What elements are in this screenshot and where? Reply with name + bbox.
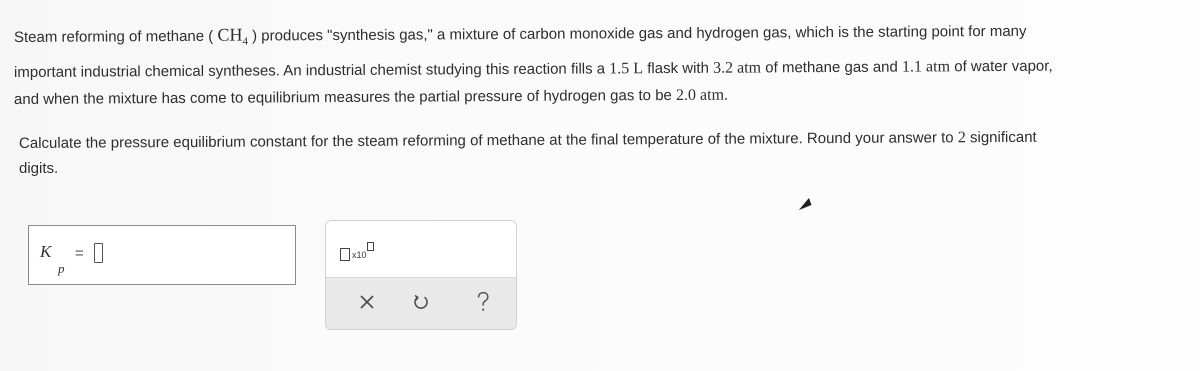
question-line-4	[19, 128, 1037, 154]
sig-fig-count: 2	[957, 129, 966, 147]
help-button[interactable]	[468, 287, 498, 317]
x10-exponent-box	[367, 242, 374, 251]
question-line-1	[14, 20, 1027, 53]
undo-button[interactable]	[406, 287, 436, 317]
text-segment: and when the mixture has come to equilibrium measures the partial pressure of hydrogen gas to be	[13, 86, 672, 108]
flask-volume: 1.5 L	[609, 60, 644, 78]
clear-button[interactable]	[352, 287, 382, 317]
water-pressure: 1.1 atm	[901, 58, 951, 76]
methane-pressure: 3.2 atm	[713, 59, 762, 77]
mouse-pointer-icon	[797, 196, 813, 212]
text-segment: Calculate the pressure equilibrium constant for the steam reforming of methane at the final temperature of the mixture. Round your answer to	[18, 129, 954, 152]
x10-label: x10	[352, 250, 367, 260]
tool-palette	[325, 220, 517, 330]
text-segment: Steam reforming of methane (	[13, 27, 214, 46]
methane-formula: $CH_4$	[217, 24, 249, 48]
x-close-icon	[359, 294, 375, 310]
text-segment: of water vapor,	[954, 57, 1053, 76]
undo-arrow-icon	[412, 293, 430, 311]
kp-subscript: p	[58, 261, 65, 276]
question-line-2	[14, 57, 1053, 83]
text-segment: of methane gas and	[765, 58, 898, 77]
question-mark-icon	[475, 291, 491, 313]
text-segment: digits.	[19, 160, 59, 177]
equals-sign: =	[75, 245, 84, 262]
question-line-5	[19, 159, 58, 179]
x10-base-box	[340, 248, 350, 261]
x10-power-icon[interactable]	[340, 239, 380, 265]
text-segment: flask with	[647, 59, 709, 78]
answer-input[interactable]	[94, 243, 103, 263]
text-segment: ) produces "synthesis gas," a mixture of carbon monoxide gas and hydrogen gas, which is the starting point for many	[252, 22, 1027, 45]
question-line-3	[14, 86, 728, 110]
hydrogen-pressure: 2.0 atm.	[675, 86, 729, 104]
text-segment: important industrial chemical syntheses. An industrial chemist studying this reaction fills a	[13, 60, 606, 81]
text-segment: significant	[969, 128, 1037, 147]
answer-box[interactable]	[28, 225, 296, 285]
kp-symbol: K	[40, 242, 52, 261]
palette-top-row	[326, 221, 516, 277]
